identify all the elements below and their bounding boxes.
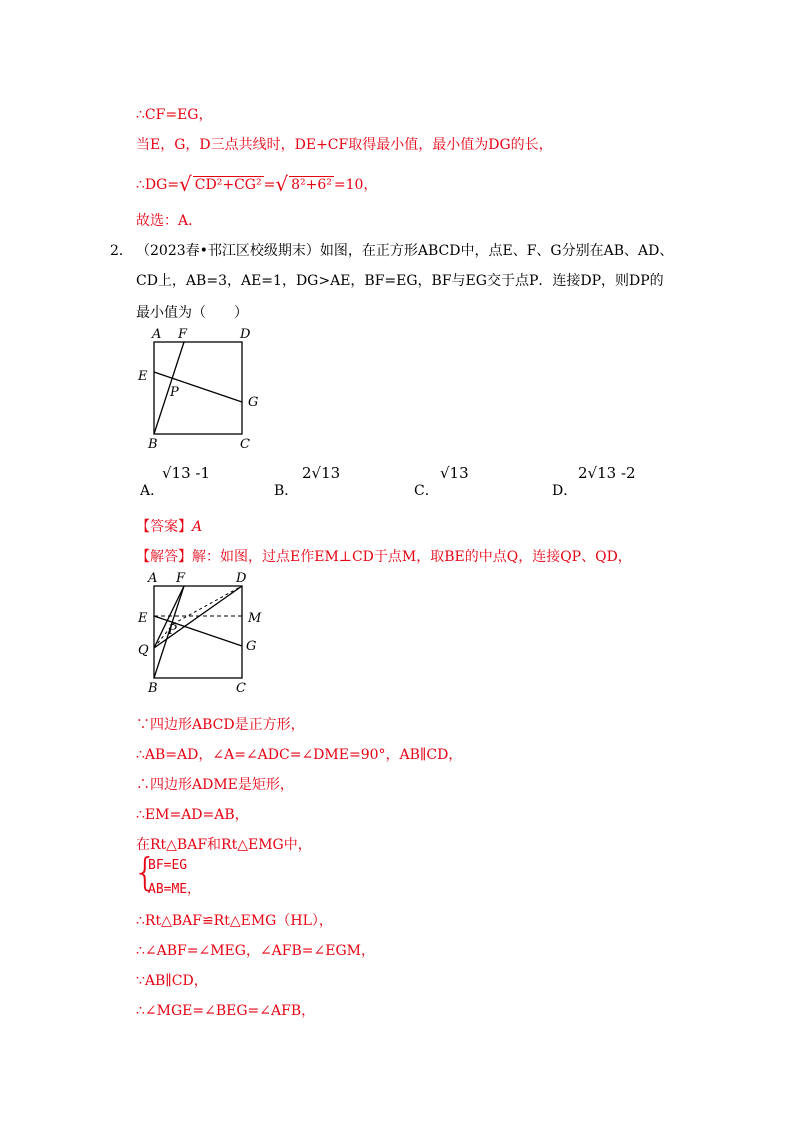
system-brace: {	[133, 850, 158, 894]
fig2-label-f: F	[176, 571, 186, 586]
fig1-label-e: E	[138, 369, 148, 384]
choice-d-value: 2√13 -2	[578, 464, 636, 482]
choice-d-letter: D．	[552, 483, 578, 499]
choice-a[interactable]	[140, 464, 211, 500]
dg-result: =10，	[333, 177, 378, 193]
dg-formula	[136, 172, 377, 196]
question-line-3: 最小值为（ ）	[136, 305, 248, 321]
step-2: ∴AB=AD，∠A=∠ADC=∠DME=90°，AB∥CD，	[136, 747, 463, 763]
radical-1-content: CD²+CG²	[194, 177, 262, 193]
question-line-1: （2023春•邗江区校级期末）如图，在正方形ABCD中，点E、F、G分别在AB、AD、	[136, 243, 674, 259]
radical-1: √ CD²+CG²	[179, 172, 262, 196]
system-row-1: BF=EG	[148, 858, 188, 873]
analysis-text: 解：如图，过点E作EM⊥CD于点M，取BE的中点Q，连接QP、QD，	[192, 549, 632, 565]
square-abcd	[154, 342, 242, 434]
choice-b[interactable]	[274, 464, 341, 500]
step-3: ∴四边形ADME是矩形，	[136, 777, 294, 793]
solution-line-2: 当E，G，D三点共线时，DE+CF取得最小值，最小值为DG的长，	[136, 137, 553, 153]
choice-c-value: √13	[440, 464, 469, 482]
choice-c-letter: C．	[414, 483, 439, 499]
step-8: ∵AB∥CD，	[136, 973, 208, 989]
step-1: ∵四边形ABCD是正方形，	[136, 717, 305, 733]
fig2-label-b: B	[148, 681, 158, 696]
radical-2-content: 8²+6²	[291, 177, 332, 193]
choice-a-letter: A．	[140, 483, 165, 499]
fig2-label-p: P	[168, 623, 177, 638]
step-6: ∴Rt△BAF≌Rt△EMG（HL），	[136, 913, 333, 929]
choice-a-value: √13 -1	[162, 464, 211, 482]
solution-choose: 故选：A．	[136, 213, 203, 229]
fig2-label-d: D	[236, 571, 247, 586]
choice-b-letter: B．	[274, 483, 299, 499]
fig2-label-c: C	[236, 681, 246, 696]
system-tail: ，	[187, 882, 201, 897]
system-row-2	[148, 878, 200, 897]
segment-bf	[154, 342, 184, 434]
dg-prefix: ∴DG=	[136, 177, 180, 193]
fig1-label-d: D	[240, 327, 251, 342]
figure-2-square	[130, 566, 280, 696]
step-5: 在Rt△BAF和Rt△EMG中，	[136, 837, 312, 853]
fig2-label-e: E	[138, 611, 148, 626]
step-9: ∴∠MGE=∠BEG=∠AFB，	[136, 1003, 316, 1019]
choice-b-value: 2√13	[302, 464, 341, 482]
choice-d[interactable]	[552, 464, 636, 500]
radical-2: √ 8²+6²	[275, 172, 332, 196]
choice-c[interactable]	[414, 464, 469, 500]
answer-tag: 【答案】	[136, 519, 192, 535]
fig2-label-q: Q	[138, 643, 149, 658]
step-7: ∴∠ABF=∠MEG，∠AFB=∠EGM，	[136, 943, 375, 959]
fig1-label-a: A	[152, 327, 162, 342]
fig1-label-c: C	[240, 437, 250, 452]
answer-line	[136, 516, 202, 536]
fig1-label-b: B	[148, 437, 158, 452]
fig2-label-m: M	[248, 611, 262, 626]
fig2-label-a: A	[148, 571, 158, 586]
question-number: 2．	[110, 243, 133, 259]
step-4: ∴EM=AD=AB，	[136, 807, 249, 823]
segment-pd-dashed	[173, 586, 242, 624]
dg-eq: =	[263, 177, 276, 193]
analysis-line	[136, 546, 632, 566]
answer-value: A	[192, 519, 203, 535]
system-row-2-text: AB=ME	[148, 882, 188, 897]
fig2-label-g: G	[246, 639, 257, 654]
figure-1-square	[130, 322, 280, 452]
fig1-label-g: G	[248, 395, 259, 410]
segment-eg	[154, 372, 242, 402]
segment-qd	[154, 586, 242, 648]
question-line-2: CD上，AB=3，AE=1，DG>AE，BF=EG，BF与EG交于点P．连接DP，则DP的	[136, 273, 664, 289]
analysis-tag: 【解答】	[136, 549, 192, 565]
fig1-label-f: F	[178, 327, 188, 342]
solution-line-1: ∴CF=EG，	[136, 107, 213, 123]
fig1-label-p: P	[170, 385, 179, 400]
